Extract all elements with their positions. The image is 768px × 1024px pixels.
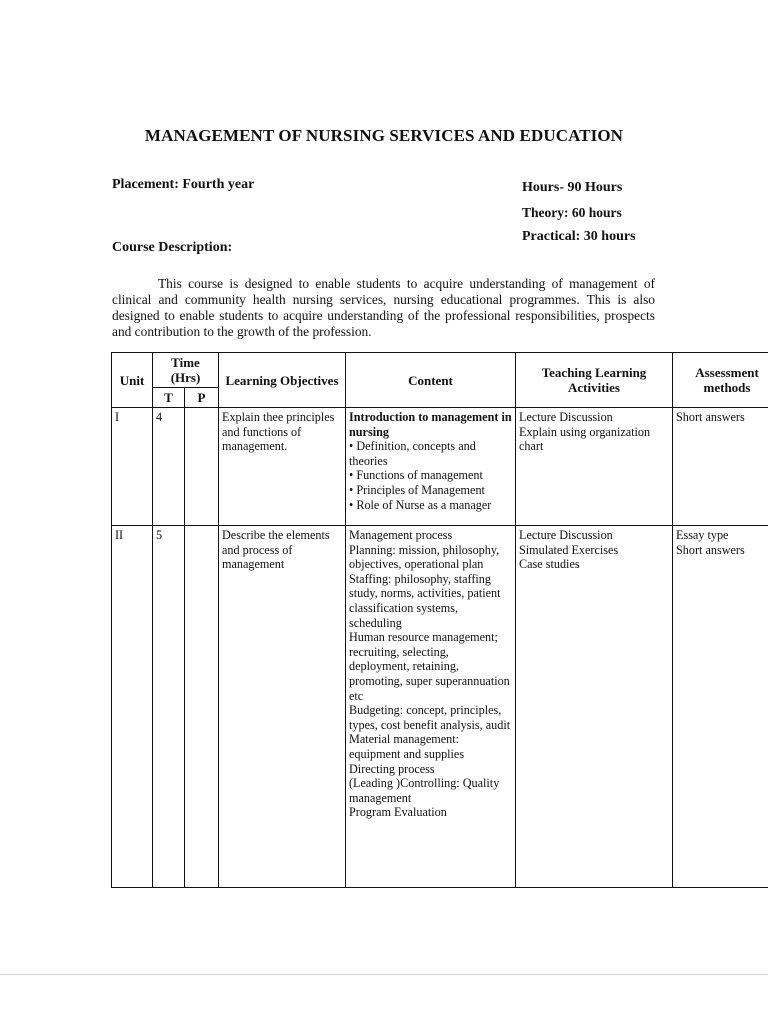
content-item: • Functions of management <box>349 468 483 483</box>
time-p-cell <box>185 526 219 888</box>
table-row <box>112 408 768 526</box>
content-item: Directing process <box>349 761 435 776</box>
content-item: Human resource management; recruiting, selecting, deployment, retaining, promoting, super superannuation etc <box>349 630 510 703</box>
activity-item: Case studies <box>519 557 580 572</box>
header-objectives: Learning Objectives <box>219 353 346 408</box>
content-item: • Role of Nurse as a manager <box>349 497 492 512</box>
course-description-text: This course is designed to enable students to acquire understanding of management of clinical and community health nursing services, nursing educational programmes. This is also designed to enable students to acquire understanding of the professional responsibilities, prospects and contribution to the growth of the profession. <box>112 276 655 339</box>
header-time: Time (Hrs) <box>153 353 219 388</box>
placement-label: Placement: Fourth year <box>112 177 255 192</box>
content-item: • Principles of Management <box>349 482 485 497</box>
activity-item: Lecture Discussion <box>519 528 613 542</box>
content-item: Program Evaluation <box>349 805 447 820</box>
content-item: (Leading )Controlling: Quality management <box>349 776 500 805</box>
activity-item: Simulated Exercises <box>519 542 619 557</box>
time-t-cell: 4 <box>153 408 185 526</box>
hours-total: Hours- 90 Hours <box>522 180 623 195</box>
unit-cell: II <box>112 526 153 888</box>
course-table <box>111 352 768 888</box>
header-content: Content <box>346 353 516 408</box>
content-item: Budgeting: concept, principles, types, cost benefit analysis, audit <box>349 703 511 732</box>
hours-theory: Theory: 60 hours <box>522 205 622 220</box>
activities-cell <box>516 408 673 526</box>
assessment-item: Short answers <box>676 542 745 557</box>
table-row <box>112 526 768 888</box>
assessment-cell <box>673 526 768 888</box>
header-activities: Teaching Learning Activities <box>516 353 673 408</box>
activity-item: Lecture Discussion <box>519 410 613 424</box>
time-t-cell: 5 <box>153 526 185 888</box>
hours-practical: Practical: 30 hours <box>522 229 636 244</box>
content-cell <box>346 526 516 888</box>
content-item: Material management: equipment and supplies <box>349 732 465 761</box>
header-time-t: T <box>153 388 185 408</box>
content-cell <box>346 408 516 526</box>
page-edge-line <box>0 974 768 975</box>
assessment-item: Essay type <box>676 528 729 542</box>
header-assessment: Assessment methods <box>673 353 768 408</box>
assessment-item: Short answers <box>676 410 745 424</box>
activity-item: Explain using organization chart <box>519 424 651 454</box>
content-item: Staffing: philosophy, staffing study, norms, activities, patient classification systems, scheduling <box>349 571 501 630</box>
assessment-cell <box>673 408 768 526</box>
content-item: Planning: mission, philosophy, objectives, operational plan <box>349 542 500 572</box>
content-item: Management process <box>349 528 453 542</box>
objectives-cell: Describe the elements and process of management <box>219 526 346 888</box>
page-title: MANAGEMENT OF NURSING SERVICES AND EDUCATION <box>144 126 624 145</box>
activities-cell <box>516 526 673 888</box>
time-p-cell <box>185 408 219 526</box>
content-item: • Definition, concepts and theories <box>349 439 476 468</box>
objectives-cell: Explain thee principles and functions of management. <box>219 408 346 526</box>
header-time-p: P <box>185 388 219 408</box>
header-unit: Unit <box>112 353 153 408</box>
course-description-heading: Course Description: <box>112 240 233 255</box>
content-heading: Introduction to management in nursing <box>349 410 512 439</box>
unit-cell: I <box>112 408 153 526</box>
